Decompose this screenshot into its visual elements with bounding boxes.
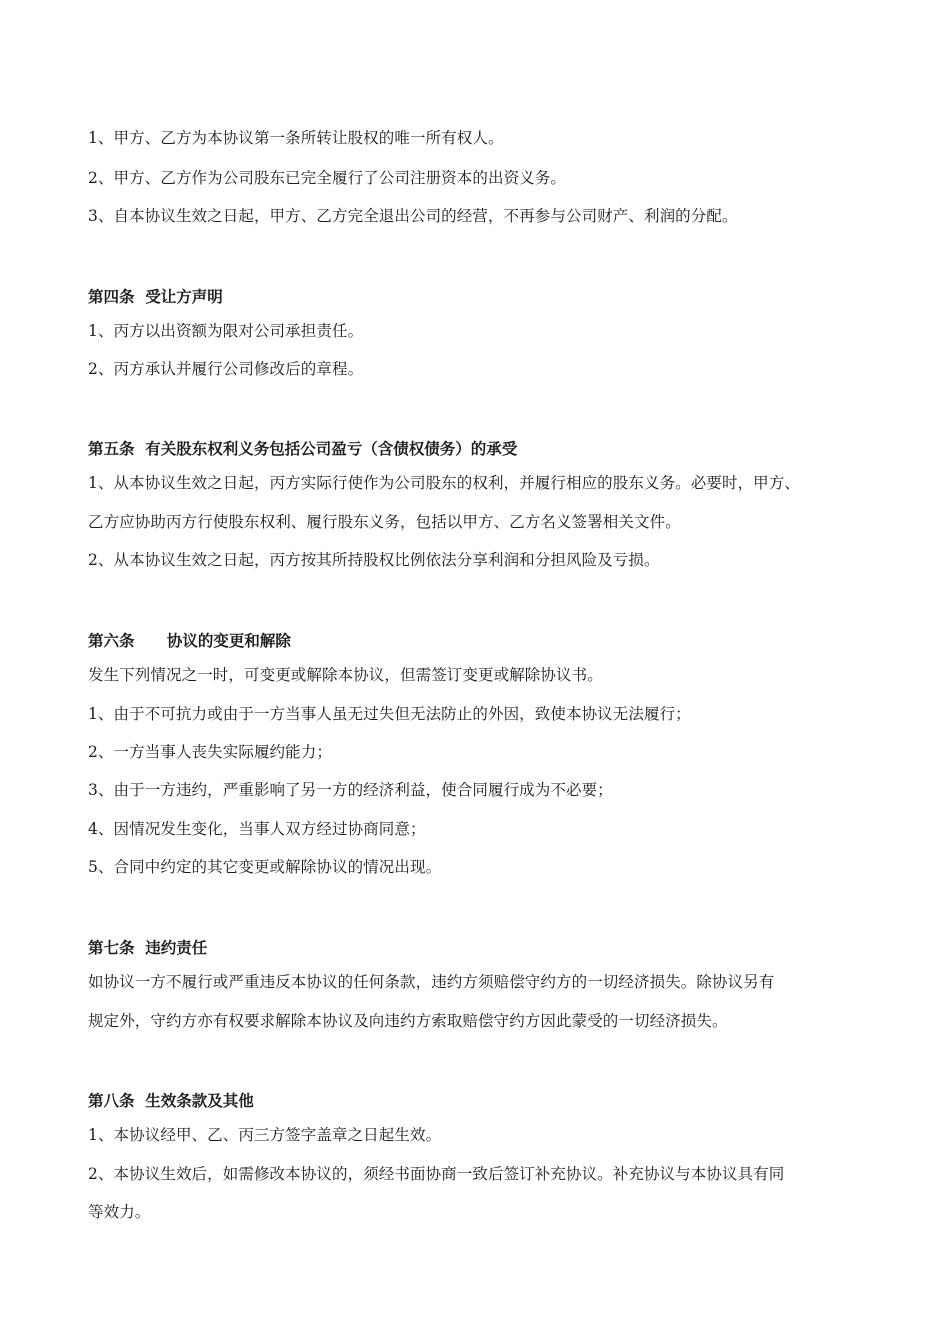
clause-5-item-1-line-2: 乙方应协助丙方行使股东权利、履行股东义务，包括以甲方、乙方名义签署相关文件。: [88, 513, 681, 531]
clause-6-item-5: 5、合同中约定的其它变更或解除协议的情况出现。: [88, 858, 442, 876]
clause-8-item-1: 1、本协议经甲、乙、丙三方签字盖章之日起生效。: [88, 1126, 442, 1144]
clause-6-intro: 发生下列情况之一时，可变更或解除本协议，但需签订变更或解除协议书。: [88, 666, 603, 684]
clause-4-item-1: 1、丙方以出资额为限对公司承担责任。: [88, 322, 364, 340]
section-5-title: 第五条 有关股东权利义务包括公司盈亏（含债权债务）的承受: [88, 440, 518, 458]
section-4-title: 第四条 受让方声明: [88, 288, 223, 306]
clause-6-item-1: 1、由于不可抗力或由于一方当事人虽无过失但无法防止的外因，致使本协议无法履行；: [88, 705, 691, 723]
clause-3-item-2: 2、甲方、乙方作为公司股东已完全履行了公司注册资本的出资义务。: [88, 169, 566, 187]
clause-5-item-1-line-1: 1、从本协议生效之日起，丙方实际行使作为公司股东的权利，并履行相应的股东义务。必要时，甲方、: [88, 474, 800, 492]
section-6-title: 第六条 协议的变更和解除: [88, 632, 291, 650]
clause-6-item-3: 3、由于一方违约，严重影响了另一方的经济利益，使合同履行成为不必要；: [88, 781, 613, 799]
clause-6-item-4: 4、因情况发生变化，当事人双方经过协商同意；: [88, 820, 426, 838]
clause-7-line-2: 规定外，守约方亦有权要求解除本协议及向违约方索取赔偿守约方因此蒙受的一切经济损失。: [88, 1012, 728, 1030]
clause-5-item-2: 2、从本协议生效之日起，丙方按其所持股权比例依法分享利润和分担风险及亏损。: [88, 551, 660, 569]
clause-7-line-1: 如协议一方不履行或严重违反本协议的任何条款，违约方须赔偿守约方的一切经济损失。除协议另有: [88, 973, 775, 991]
clause-3-item-1: 1、甲方、乙方为本协议第一条所转让股权的唯一所有权人。: [88, 129, 504, 147]
clause-8-item-2-line-1: 2、本协议生效后，如需修改本协议的，须经书面协商一致后签订补充协议。补充协议与本协议具有同: [88, 1165, 785, 1183]
clause-6-item-2: 2、一方当事人丧失实际履约能力；: [88, 743, 332, 761]
clause-3-item-3: 3、自本协议生效之日起，甲方、乙方完全退出公司的经营，不再参与公司财产、利润的分配。: [88, 207, 738, 225]
clause-8-item-2-line-2: 等效力。: [88, 1203, 151, 1221]
section-8-title: 第八条 生效条款及其他: [88, 1092, 254, 1110]
section-7-title: 第七条 违约责任: [88, 939, 208, 957]
clause-4-item-2: 2、丙方承认并履行公司修改后的章程。: [88, 360, 364, 378]
